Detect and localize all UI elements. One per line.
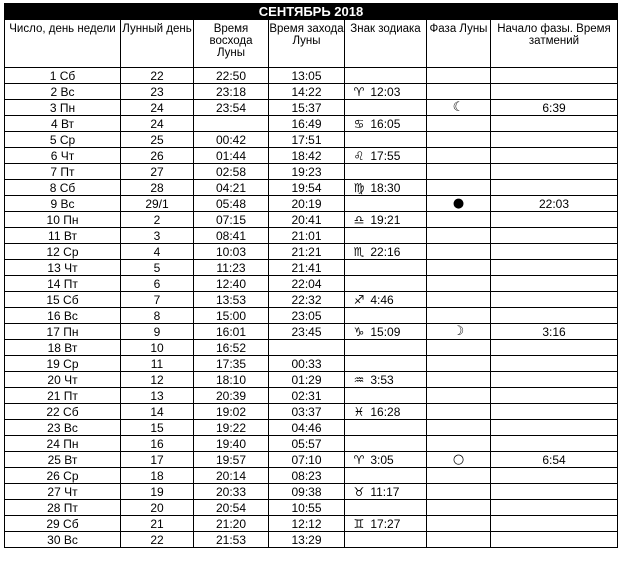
- moonset-cell: 20:41: [269, 212, 345, 228]
- table-row: [5, 452, 618, 468]
- phase-start-cell: [491, 84, 618, 100]
- moonset-cell: 05:57: [269, 436, 345, 452]
- moonrise-cell: 20:14: [194, 468, 269, 484]
- moonset-cell: 09:38: [269, 484, 345, 500]
- table-row: [5, 212, 618, 228]
- moonrise-cell: 19:02: [194, 404, 269, 420]
- zodiac-sign-cell: [345, 404, 427, 420]
- phase-start-cell: [491, 420, 618, 436]
- moonset-cell: 13:05: [269, 68, 345, 84]
- moon-phase-cell: [427, 164, 491, 180]
- zodiac-sign-cell: [345, 388, 427, 404]
- table-row: [5, 484, 618, 500]
- lunar-day-cell: 22: [121, 68, 194, 84]
- moon-phase-cell: [427, 276, 491, 292]
- table-row: [5, 292, 618, 308]
- zodiac-sign-icon: ♍: [353, 180, 365, 195]
- moonrise-cell: 21:53: [194, 532, 269, 548]
- moonrise-cell: 23:18: [194, 84, 269, 100]
- moonrise-cell: 18:10: [194, 372, 269, 388]
- date-cell: 20 Чт: [5, 372, 121, 388]
- header-phase-start: Начало фазы. Время затмений: [491, 20, 618, 68]
- zodiac-sign-cell: [345, 452, 427, 468]
- lunar-day-cell: 25: [121, 132, 194, 148]
- moon-phase-cell: [427, 196, 491, 212]
- date-cell: 4 Вт: [5, 116, 121, 132]
- moon-phase-cell: [427, 500, 491, 516]
- moonrise-cell: 13:53: [194, 292, 269, 308]
- zodiac-sign-time: 4:46: [370, 292, 394, 307]
- table-row: [5, 436, 618, 452]
- moonrise-cell: [194, 116, 269, 132]
- moonset-cell: 13:29: [269, 532, 345, 548]
- zodiac-sign-icon: ♊: [353, 516, 365, 531]
- moonrise-cell: 00:42: [194, 132, 269, 148]
- header-zodiac-sign: Знак зодиака: [345, 20, 427, 68]
- phase-start-cell: 6:54: [491, 452, 618, 468]
- zodiac-sign-cell: [345, 356, 427, 372]
- phase-start-cell: 3:16: [491, 324, 618, 340]
- moonrise-cell: 11:23: [194, 260, 269, 276]
- moonrise-cell: 19:40: [194, 436, 269, 452]
- phase-start-cell: [491, 404, 618, 420]
- date-cell: 29 Сб: [5, 516, 121, 532]
- moonrise-cell: 20:33: [194, 484, 269, 500]
- moon-phase-cell: [427, 212, 491, 228]
- moonrise-cell: 12:40: [194, 276, 269, 292]
- title-row: [5, 4, 618, 20]
- lunar-day-cell: 15: [121, 420, 194, 436]
- moonrise-cell: 20:54: [194, 500, 269, 516]
- table-row: [5, 420, 618, 436]
- zodiac-sign-cell: [345, 164, 427, 180]
- phase-start-cell: [491, 500, 618, 516]
- zodiac-sign-icon: ♈: [353, 452, 365, 467]
- lunar-day-cell: 16: [121, 436, 194, 452]
- date-cell: 28 Пт: [5, 500, 121, 516]
- moon-phase-cell: [427, 484, 491, 500]
- zodiac-sign-cell: [345, 324, 427, 340]
- moon-phase-cell: [427, 404, 491, 420]
- moonset-cell: 23:05: [269, 308, 345, 324]
- lunar-day-cell: 6: [121, 276, 194, 292]
- table-row: [5, 340, 618, 356]
- zodiac-sign-time: 11:17: [370, 484, 400, 499]
- date-cell: 15 Сб: [5, 292, 121, 308]
- table-row: [5, 260, 618, 276]
- lunar-day-cell: 2: [121, 212, 194, 228]
- date-cell: 25 Вт: [5, 452, 121, 468]
- lunar-day-cell: 12: [121, 372, 194, 388]
- zodiac-sign-cell: [345, 292, 427, 308]
- zodiac-sign-cell: [345, 228, 427, 244]
- moonset-cell: 14:22: [269, 84, 345, 100]
- phase-start-cell: [491, 260, 618, 276]
- table-row: [5, 516, 618, 532]
- date-cell: 9 Вс: [5, 196, 121, 212]
- moonset-cell: 20:19: [269, 196, 345, 212]
- moonset-cell: 19:23: [269, 164, 345, 180]
- moon-phase-cell: [427, 356, 491, 372]
- moon-phase-cell: [427, 68, 491, 84]
- lunar-day-cell: 19: [121, 484, 194, 500]
- date-cell: 3 Пн: [5, 100, 121, 116]
- date-cell: 11 Вт: [5, 228, 121, 244]
- zodiac-sign-cell: [345, 196, 427, 212]
- moonset-cell: 08:23: [269, 468, 345, 484]
- phase-start-cell: [491, 340, 618, 356]
- moon-phase-cell: [427, 420, 491, 436]
- table-row: [5, 164, 618, 180]
- header-moonset: Время захода Луны: [269, 20, 345, 68]
- table-row: [5, 244, 618, 260]
- moonset-cell: 21:41: [269, 260, 345, 276]
- zodiac-sign-time: 17:27: [370, 516, 401, 531]
- moonset-cell: 19:54: [269, 180, 345, 196]
- phase-start-cell: [491, 68, 618, 84]
- phase-start-cell: 22:03: [491, 196, 618, 212]
- phase-start-cell: [491, 468, 618, 484]
- date-cell: 24 Пн: [5, 436, 121, 452]
- moonrise-cell: 08:41: [194, 228, 269, 244]
- zodiac-sign-time: 12:03: [370, 84, 401, 99]
- zodiac-sign-cell: [345, 420, 427, 436]
- zodiac-sign-cell: [345, 516, 427, 532]
- lunar-day-cell: 10: [121, 340, 194, 356]
- moonset-cell: 04:46: [269, 420, 345, 436]
- moon-phase-icon: ☾: [452, 99, 465, 115]
- moonset-cell: 18:42: [269, 148, 345, 164]
- lunar-day-cell: 18: [121, 468, 194, 484]
- table-title: СЕНТЯБРЬ 2018: [5, 4, 618, 20]
- table-row: [5, 116, 618, 132]
- date-cell: 2 Вс: [5, 84, 121, 100]
- date-cell: 26 Ср: [5, 468, 121, 484]
- moonrise-cell: 05:48: [194, 196, 269, 212]
- moonrise-cell: 16:52: [194, 340, 269, 356]
- table-row: [5, 84, 618, 100]
- moonset-cell: 21:21: [269, 244, 345, 260]
- zodiac-sign-time: 16:05: [370, 116, 401, 131]
- phase-start-cell: [491, 436, 618, 452]
- moonrise-cell: 23:54: [194, 100, 269, 116]
- zodiac-sign-cell: [345, 84, 427, 100]
- table-row: [5, 308, 618, 324]
- phase-start-cell: [491, 484, 618, 500]
- table-row: [5, 228, 618, 244]
- lunar-day-cell: 22: [121, 532, 194, 548]
- zodiac-sign-icon: ♑: [353, 324, 365, 339]
- moon-phase-cell: [427, 292, 491, 308]
- zodiac-sign-cell: [345, 260, 427, 276]
- lunar-day-cell: 28: [121, 180, 194, 196]
- moon-phase-cell: [427, 516, 491, 532]
- zodiac-sign-cell: [345, 180, 427, 196]
- date-cell: 19 Ср: [5, 356, 121, 372]
- header-moonrise: Время восхода Луны: [194, 20, 269, 68]
- table-row: [5, 100, 618, 116]
- lunar-day-cell: 11: [121, 356, 194, 372]
- zodiac-sign-cell: [345, 340, 427, 356]
- zodiac-sign-cell: [345, 308, 427, 324]
- table-row: [5, 532, 618, 548]
- date-cell: 6 Чт: [5, 148, 121, 164]
- date-cell: 17 Пн: [5, 324, 121, 340]
- phase-start-cell: [491, 388, 618, 404]
- lunar-calendar-table: [4, 3, 618, 548]
- zodiac-sign-cell: [345, 212, 427, 228]
- zodiac-sign-time: 19:21: [370, 212, 401, 227]
- zodiac-sign-cell: [345, 244, 427, 260]
- zodiac-sign-cell: [345, 116, 427, 132]
- zodiac-sign-cell: [345, 132, 427, 148]
- zodiac-sign-time: 3:53: [370, 372, 394, 387]
- zodiac-sign-time: 15:09: [370, 324, 401, 339]
- date-cell: 16 Вс: [5, 308, 121, 324]
- zodiac-sign-cell: [345, 148, 427, 164]
- table-row: [5, 388, 618, 404]
- zodiac-sign-cell: [345, 532, 427, 548]
- phase-start-cell: [491, 292, 618, 308]
- moonset-cell: 17:51: [269, 132, 345, 148]
- moon-phase-cell: [427, 228, 491, 244]
- table-row: [5, 356, 618, 372]
- moonrise-cell: 19:22: [194, 420, 269, 436]
- table-row: [5, 276, 618, 292]
- zodiac-sign-cell: [345, 68, 427, 84]
- date-cell: 27 Чт: [5, 484, 121, 500]
- moonset-cell: 00:33: [269, 356, 345, 372]
- moonset-cell: 10:55: [269, 500, 345, 516]
- lunar-day-cell: 27: [121, 164, 194, 180]
- moon-phase-cell: [427, 532, 491, 548]
- phase-start-cell: [491, 276, 618, 292]
- date-cell: 14 Пт: [5, 276, 121, 292]
- phase-start-cell: 6:39: [491, 100, 618, 116]
- zodiac-sign-cell: [345, 100, 427, 116]
- date-cell: 21 Пт: [5, 388, 121, 404]
- moon-phase-cell: [427, 84, 491, 100]
- zodiac-sign-time: 22:16: [370, 244, 401, 259]
- moonset-cell: 21:01: [269, 228, 345, 244]
- lunar-day-cell: 5: [121, 260, 194, 276]
- moonset-cell: 22:04: [269, 276, 345, 292]
- lunar-day-cell: 23: [121, 84, 194, 100]
- lunar-day-cell: 24: [121, 116, 194, 132]
- moon-phase-cell: [427, 340, 491, 356]
- lunar-day-cell: 14: [121, 404, 194, 420]
- lunar-day-cell: 21: [121, 516, 194, 532]
- moonset-cell: 02:31: [269, 388, 345, 404]
- phase-start-cell: [491, 356, 618, 372]
- phase-start-cell: [491, 180, 618, 196]
- zodiac-sign-icon: ♋: [353, 116, 365, 131]
- moon-phase-cell: [427, 148, 491, 164]
- phase-start-cell: [491, 308, 618, 324]
- table-row: [5, 132, 618, 148]
- moonrise-cell: 04:21: [194, 180, 269, 196]
- lunar-day-cell: 17: [121, 452, 194, 468]
- moonset-cell: [269, 340, 345, 356]
- zodiac-sign-icon: ♌: [353, 148, 365, 163]
- phase-start-cell: [491, 228, 618, 244]
- moonrise-cell: 02:58: [194, 164, 269, 180]
- phase-start-cell: [491, 372, 618, 388]
- moonset-cell: 12:12: [269, 516, 345, 532]
- moon-phase-cell: [427, 132, 491, 148]
- moon-phase-cell: [427, 372, 491, 388]
- phase-start-cell: [491, 532, 618, 548]
- phase-start-cell: [491, 516, 618, 532]
- moon-phase-icon: ☽: [452, 323, 465, 339]
- lunar-day-cell: 26: [121, 148, 194, 164]
- zodiac-sign-cell: [345, 500, 427, 516]
- lunar-day-cell: 8: [121, 308, 194, 324]
- moon-phase-cell: [427, 436, 491, 452]
- header-lunar-day: Лунный день: [121, 20, 194, 68]
- moonrise-cell: 21:20: [194, 516, 269, 532]
- moon-phase-cell: [427, 116, 491, 132]
- header-row: [5, 20, 618, 68]
- date-cell: 1 Сб: [5, 68, 121, 84]
- moon-phase-cell: [427, 180, 491, 196]
- zodiac-sign-time: 17:55: [370, 148, 401, 163]
- table-row: [5, 68, 618, 84]
- header-date: Число, день недели: [5, 20, 121, 68]
- moonrise-cell: 01:44: [194, 148, 269, 164]
- zodiac-sign-icon: ♒: [353, 372, 365, 387]
- zodiac-sign-cell: [345, 372, 427, 388]
- moonrise-cell: 15:00: [194, 308, 269, 324]
- table-row: [5, 468, 618, 484]
- lunar-day-cell: 24: [121, 100, 194, 116]
- date-cell: 13 Чт: [5, 260, 121, 276]
- table-row: [5, 404, 618, 420]
- lunar-day-cell: 9: [121, 324, 194, 340]
- zodiac-sign-icon: ♉: [353, 484, 365, 499]
- moonrise-cell: 19:57: [194, 452, 269, 468]
- moon-phase-icon: ●: [452, 195, 465, 211]
- moonrise-cell: 17:35: [194, 356, 269, 372]
- lunar-day-cell: 13: [121, 388, 194, 404]
- header-moon-phase: Фаза Луны: [427, 20, 491, 68]
- date-cell: 22 Сб: [5, 404, 121, 420]
- moonrise-cell: 10:03: [194, 244, 269, 260]
- date-cell: 7 Пт: [5, 164, 121, 180]
- moonrise-cell: 16:01: [194, 324, 269, 340]
- moonset-cell: 22:32: [269, 292, 345, 308]
- phase-start-cell: [491, 164, 618, 180]
- lunar-day-cell: 29/1: [121, 196, 194, 212]
- table-row: [5, 148, 618, 164]
- date-cell: 8 Сб: [5, 180, 121, 196]
- moon-phase-cell: [427, 468, 491, 484]
- zodiac-sign-cell: [345, 436, 427, 452]
- lunar-day-cell: 20: [121, 500, 194, 516]
- moon-phase-cell: [427, 452, 491, 468]
- zodiac-sign-cell: [345, 468, 427, 484]
- moon-phase-cell: [427, 308, 491, 324]
- zodiac-sign-time: 18:30: [370, 180, 401, 195]
- phase-start-cell: [491, 244, 618, 260]
- date-cell: 10 Пн: [5, 212, 121, 228]
- table-row: [5, 196, 618, 212]
- phase-start-cell: [491, 132, 618, 148]
- phase-start-cell: [491, 148, 618, 164]
- lunar-day-cell: 7: [121, 292, 194, 308]
- zodiac-sign-icon: ♐: [353, 292, 365, 307]
- moonrise-cell: 07:15: [194, 212, 269, 228]
- lunar-day-cell: 4: [121, 244, 194, 260]
- date-cell: 23 Вс: [5, 420, 121, 436]
- moon-phase-icon: ○: [452, 451, 465, 467]
- moon-phase-cell: [427, 100, 491, 116]
- moonset-cell: 16:49: [269, 116, 345, 132]
- table-body: [5, 68, 618, 548]
- zodiac-sign-icon: ♎: [353, 212, 365, 227]
- zodiac-sign-icon: ♈: [353, 84, 365, 99]
- moonset-cell: 03:37: [269, 404, 345, 420]
- date-cell: 12 Ср: [5, 244, 121, 260]
- moonset-cell: 23:45: [269, 324, 345, 340]
- moonset-cell: 01:29: [269, 372, 345, 388]
- table-row: [5, 324, 618, 340]
- date-cell: 5 Ср: [5, 132, 121, 148]
- moon-phase-cell: [427, 244, 491, 260]
- moonset-cell: 07:10: [269, 452, 345, 468]
- zodiac-sign-icon: ♓: [353, 404, 365, 419]
- table-row: [5, 500, 618, 516]
- date-cell: 30 Вс: [5, 532, 121, 548]
- table-row: [5, 180, 618, 196]
- moonrise-cell: 20:39: [194, 388, 269, 404]
- lunar-day-cell: 3: [121, 228, 194, 244]
- zodiac-sign-cell: [345, 484, 427, 500]
- zodiac-sign-time: 16:28: [370, 404, 401, 419]
- zodiac-sign-cell: [345, 276, 427, 292]
- zodiac-sign-time: 3:05: [370, 452, 394, 467]
- moonset-cell: 15:37: [269, 100, 345, 116]
- phase-start-cell: [491, 212, 618, 228]
- table-row: [5, 372, 618, 388]
- moon-phase-cell: [427, 260, 491, 276]
- zodiac-sign-icon: ♏: [353, 244, 365, 259]
- moon-phase-cell: [427, 388, 491, 404]
- moonrise-cell: 22:50: [194, 68, 269, 84]
- date-cell: 18 Вт: [5, 340, 121, 356]
- moon-phase-cell: [427, 324, 491, 340]
- phase-start-cell: [491, 116, 618, 132]
